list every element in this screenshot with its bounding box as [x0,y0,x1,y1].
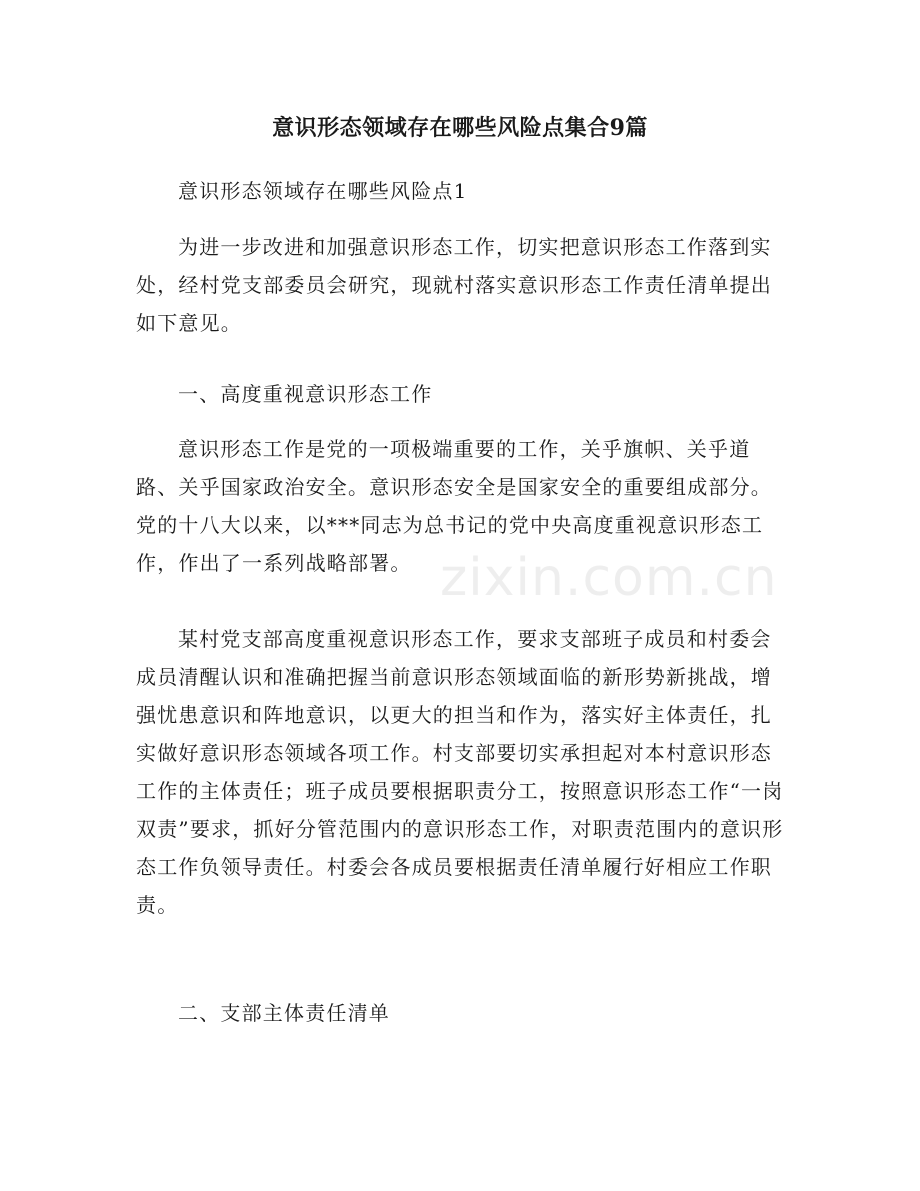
watermark-text: zixin.com.cn [440,548,778,608]
heading-one: 一、高度重视意识形态工作 [178,382,433,406]
paragraph-importance: 意识形态工作是党的一项极端重要的工作，关乎旗帜、关乎道路、关乎国家政治安全。意识形态安全是国家安全的重要组成部分。党的十八大以来，以***同志为总书记的党中央高度重视意识形态工作，作出了一系列战略部署。 [136,437,772,575]
section-subtitle: 意识形态领域存在哪些风险点1 [178,179,468,203]
paragraph-intro: 为进一步改进和加强意识形态工作，切实把意识形态工作落到实处，经村党支部委员会研究，现就村落实意识形态工作责任清单提出如下意见。 [136,235,772,335]
heading-two: 二、支部主体责任清单 [178,1001,390,1025]
paragraph-responsibility: 某村党支部高度重视意识形态工作，要求支部班子成员和村委会成员清醒认识和准确把握当前意识形态领域面临的新形势新挑战，增强忧患意识和阵地意识，以更大的担当和作为，落实好主体责任，扎实做好意识形态领域各项工作。村支部要切实承担起对本村意识形态工作的主体责任；班子成员要根据职责分工，按照意识形态工作“一岗双责”要求，抓好分管范围内的意识形态工作，对职责范围内的意识形态工作负领导责任。村委会各成员要根据责任清单履行好相应工作职责。 [136,627,784,917]
document-title: 意识形态领域存在哪些风险点集合9篇 [272,115,648,141]
